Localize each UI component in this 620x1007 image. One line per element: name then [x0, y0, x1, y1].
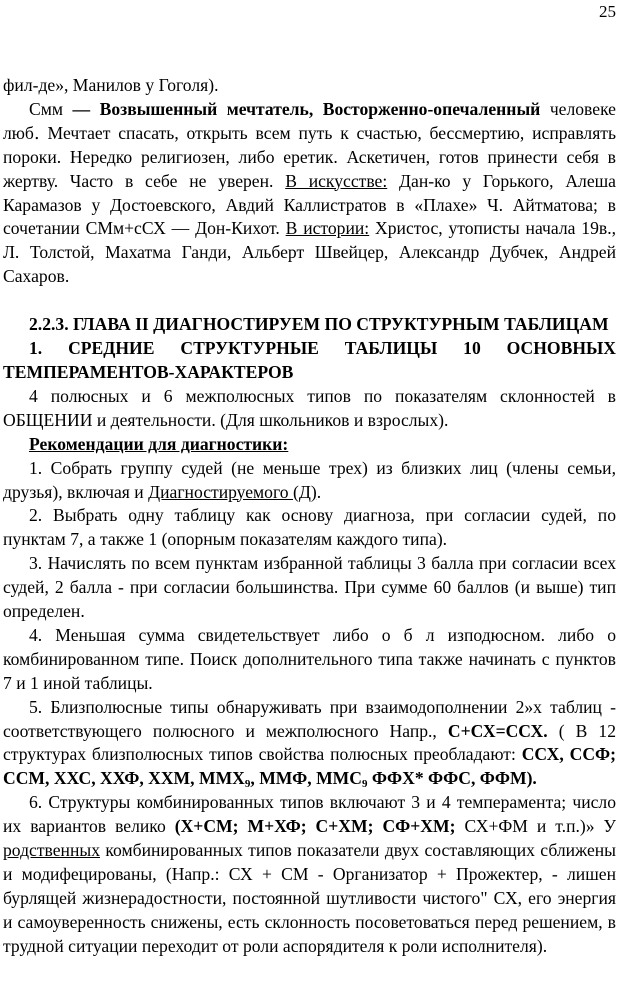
- history-examples: Христос, утописты начала 19в., Л. Толстой, Махатма Ганди, Альберт Швейцер, Александр Дубчек, Андрей Сахаров.: [3, 218, 616, 287]
- type-code: Смм: [29, 98, 64, 119]
- formula: С+СХ=ССХ.: [447, 720, 548, 741]
- type-list: ССХ, ССФ; ССМ, ХХС, ХХФ, ХХМ, $ММХ_9$, ММФ, $ММС_9$ ФФХ* ФФС, ФФМ).: [3, 744, 616, 791]
- art-label: В искусстве:: [285, 170, 388, 191]
- recommendations-label: Рекомендации для диагностики:: [29, 433, 289, 454]
- history-label: В истории:: [285, 218, 370, 239]
- paragraph-continuation: фил-де», Манилов у Гоголя).: [3, 75, 219, 95]
- list-item-6: 6. Структуры комбинированных типов включают 3 и 4 темперамента; число их вариантов велико (Х+СМ; М+ХФ; С+ХМ; СФ+ХМ; СХ+ФМ и т.п.)» У родственных комбинированных типов показатели двух составляющих сближены и модифецированы, (Напр.: СХ + СМ - Организатор + Прожектер, - лишен бурлящей жизнерадостности, постоянной шутливости чистого" СХ, его энергия и самоуверенность снижены, есть склонность посоветоваться перед решением, в трудной ситуации переходит от роли аспорядителя к роли исполнителя).: [3, 792, 616, 956]
- section-heading: 2.2.3. ГЛАВА II ДИАГНОСТИРУЕМ ПО СТРУКТУРНЫМ ТАБЛИЦАМ: [29, 314, 609, 335]
- list-item-3: 3. Начислять по всем пунктам избранной таблицы 3 балла при согласии всех судей, 2 балла - при согласии большинства. При сумме 60 баллов (и выше) тип определен.: [3, 553, 616, 622]
- type-title: — Возвышенный мечтатель, Восторженно-опечаленный: [63, 98, 541, 119]
- list-item-2: 2. Выбрать одну таблицу как основу диагноза, при согласии судей, по пунктам 7, а также 1 (опорным показателям каждого типа).: [3, 505, 616, 550]
- diagnosed-link: Диагностируемого (Д): [148, 481, 317, 502]
- list-item-4: 4. Меньшая сумма свидетельствует либо о б л изподюсном. либо о комбинированном типе. Поиск дополнительного типа также начинать с пунктов 7 и 1 иной таблицы.: [3, 624, 616, 693]
- page-body: [3, 74, 616, 959]
- intro-paragraph: 4 полюсных и 6 межполюсных типов по показателям склонностей в ОБЩЕНИИ и деятельности. (Для школьников и взрослых).: [3, 385, 616, 430]
- formula: (Х+СМ; М+ХФ; С+ХМ; СФ+ХМ;: [174, 816, 456, 837]
- list-item-1: 1. Собрать группу судей (не меньше трех) из близких лиц (члены семьи, друзья), включая и Диагностируемого (Д).: [3, 457, 616, 502]
- art-examples: Дан-ко у Горького, Алеша Карамазов у Достоевского, Авдий Каллистратов в «Плахе» Ч. Айтматова; в сочетании СМм+сСХ — Дон-Кихот.: [3, 170, 616, 239]
- paragraph-type-smm: [3, 98, 616, 289]
- list-item-5: 5. Близполюсные типы обнаруживать при взаимодополнении 2»х таблиц - соответствующего полюсного и межполюсного Напр., С+СХ=ССХ. ( В 12 структурах близполюсных типов свойства полюсных преобладают: ССХ, ССФ; ССМ, ХХС, ХХФ, ХХМ, $ММХ_9$, ММФ, $ММС_9$ ФФХ* ФФС, ФФМ).: [3, 696, 616, 791]
- type-description: человеке люб․ Мечтает спасать, открыть всем путь к счастью, бессмертию, исправлять пороки. Нередко религиозен, либо еретик. Аскетичен, готов принести себя в жертву. Часто в себе не уверен.: [3, 98, 616, 191]
- subsection-heading: 1. СРЕДНИЕ СТРУКТУРНЫЕ ТАБЛИЦЫ 10 ОСНОВНЫХ ТЕМПЕРАМЕНТОВ-ХАРАКТЕРОВ: [3, 338, 616, 382]
- page-number: 25: [599, 2, 616, 21]
- related-link: родственных: [3, 840, 100, 861]
